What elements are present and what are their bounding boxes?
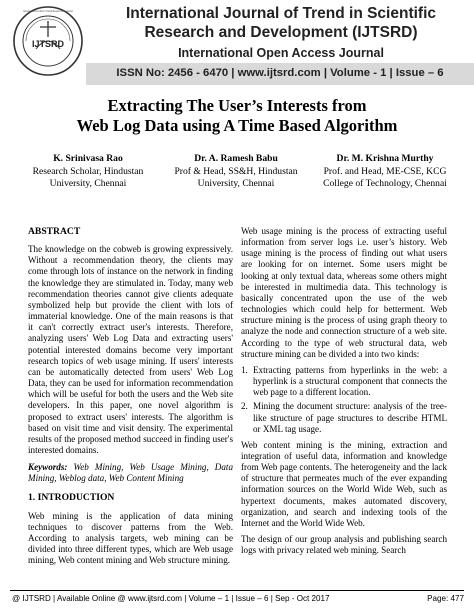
introduction-text: Web mining is the application of data mining techniques to discover patterns from the Web. According to analysis targets, web mining can be divided into three different types, which are Web usage mining, Web content mining and Web structure mining. xyxy=(28,510,233,566)
left-column xyxy=(28,226,233,571)
author-affiliation: University, Chennai xyxy=(49,178,127,189)
journal-name xyxy=(96,4,466,42)
journal-name-line1: International Journal of Trend in Scientific xyxy=(125,5,437,22)
author-name: Dr. M. Krishna Murthy xyxy=(336,153,434,164)
page-footer xyxy=(12,594,464,603)
structure-mining-list xyxy=(241,365,447,435)
author-affiliation: Prof & Head, SS&H, Hindustan xyxy=(174,165,298,177)
introduction-heading: 1. INTRODUCTION xyxy=(28,492,115,504)
right-column xyxy=(241,226,447,561)
author-name: Dr. A. Ramesh Babu xyxy=(194,153,278,164)
page-number: Page: 477 xyxy=(427,594,464,603)
body-paragraph: Web content mining is the mining, extraction and integration of useful data, information and knowledge from Web page contents. The heterogeneity and the lack of structure that permeates much of the ever expanding information sources on the World Wide Web, such as hypertext documents, makes automated discovery, organization, and search and indexing tools of the Internet and the World Wide Web. xyxy=(241,439,447,528)
abstract-text: The knowledge on the cobweb is growing expressively. Without a recommendation theory, the clients may come through lots of instance on the network in finding the knowledge they are stimulated in. Today, many web recommendation theories cannot give clients adequate symbolized help but provide the client with lots of immaterial knowledge. One of the main reasons is that it can't correctly extract user's interests. Therefore, analyzing users' Web Log Data and extracting users' potential interested domains become very important research topics of web usage mining. If users' interests can be automatically detected from users' Web Log Data, they can be used for information recommendation which will be useful for both the users and the Web site developers. In this paper, one novel algorithm is proposed to extract users' interests. The algorithm is based on visit time and visit density. The experimental results of the proposed method succeed in finding user's interested domains. xyxy=(28,244,233,455)
author-affiliation: Prof. and Head, ME-CSE, KCG xyxy=(323,165,447,177)
journal-logo xyxy=(12,5,104,77)
abstract-heading: ABSTRACT xyxy=(28,226,81,237)
logo-text: IJTSRD xyxy=(31,39,65,49)
list-number: 2. xyxy=(241,401,248,412)
author-block xyxy=(166,153,306,191)
list-text: Mining the document structure: analysis of the tree-like structure of page structures to describe HTML or XML tag usage. xyxy=(253,401,447,434)
list-text: Extracting patterns from hyperlinks in the web: a hyperlink is a structural component that connects the web page to a different location. xyxy=(253,364,447,398)
paper-title-line2: Web Log Data using A Time Based Algorithm xyxy=(76,116,398,135)
issn-line: ISSN No: 2456 - 6470 | www.ijtsrd.com | Volume - 1 | Issue – 6 xyxy=(116,67,444,79)
author-affiliation: University, Chennai xyxy=(197,178,275,189)
footer-text: @ IJTSRD | Available Online @ www.ijtsrd.com | Volume – 1 | Issue – 6 | Sep - Oct 2017 xyxy=(12,594,330,603)
journal-subtitle: International Open Access Journal xyxy=(178,46,384,60)
keywords-label: Keywords: xyxy=(28,462,68,473)
body-paragraph: Web usage mining is the process of extracting useful information from server logs i.e. user’s history. Web usage mining is the process of finding out what users are looking for on internet. Some users might be looking at only textual data, whereas some others might be interested in multimedia data. This technology is basically concentrated upon the use of the web technologies which could help for betterment. Web structure mining is the process of using graph theory to analyze the node and connection structure of a web site. According to the type of web structural data, web structure mining can be divided a into two kinds: xyxy=(241,226,447,359)
logo-ring-text: International Journal of Trend in Scientific Research and Development xyxy=(23,10,104,13)
list-item xyxy=(241,365,447,398)
body-paragraph: The design of our group analysis and publishing search logs with privacy related web mining. Search xyxy=(241,534,447,556)
journal-name-line2: Research and Development (IJTSRD) xyxy=(144,24,418,41)
author-affiliation: College of Technology, Chennai xyxy=(323,178,447,189)
footer-divider xyxy=(10,590,464,591)
keywords-text: Web Mining, Web Usage Mining, Data Mining, Weblog data, Web Content Mining xyxy=(28,462,233,484)
author-block xyxy=(18,153,158,191)
author-name: K. Srinivasa Rao xyxy=(53,153,123,164)
author-affiliation: Research Scholar, Hindustan xyxy=(32,165,144,177)
paper-title-line1: Extracting The User’s Interests from xyxy=(107,96,367,115)
keywords xyxy=(28,462,233,484)
list-number: 1. xyxy=(241,364,248,375)
list-item xyxy=(241,401,447,434)
author-block xyxy=(312,153,458,191)
paper-title xyxy=(20,96,454,136)
